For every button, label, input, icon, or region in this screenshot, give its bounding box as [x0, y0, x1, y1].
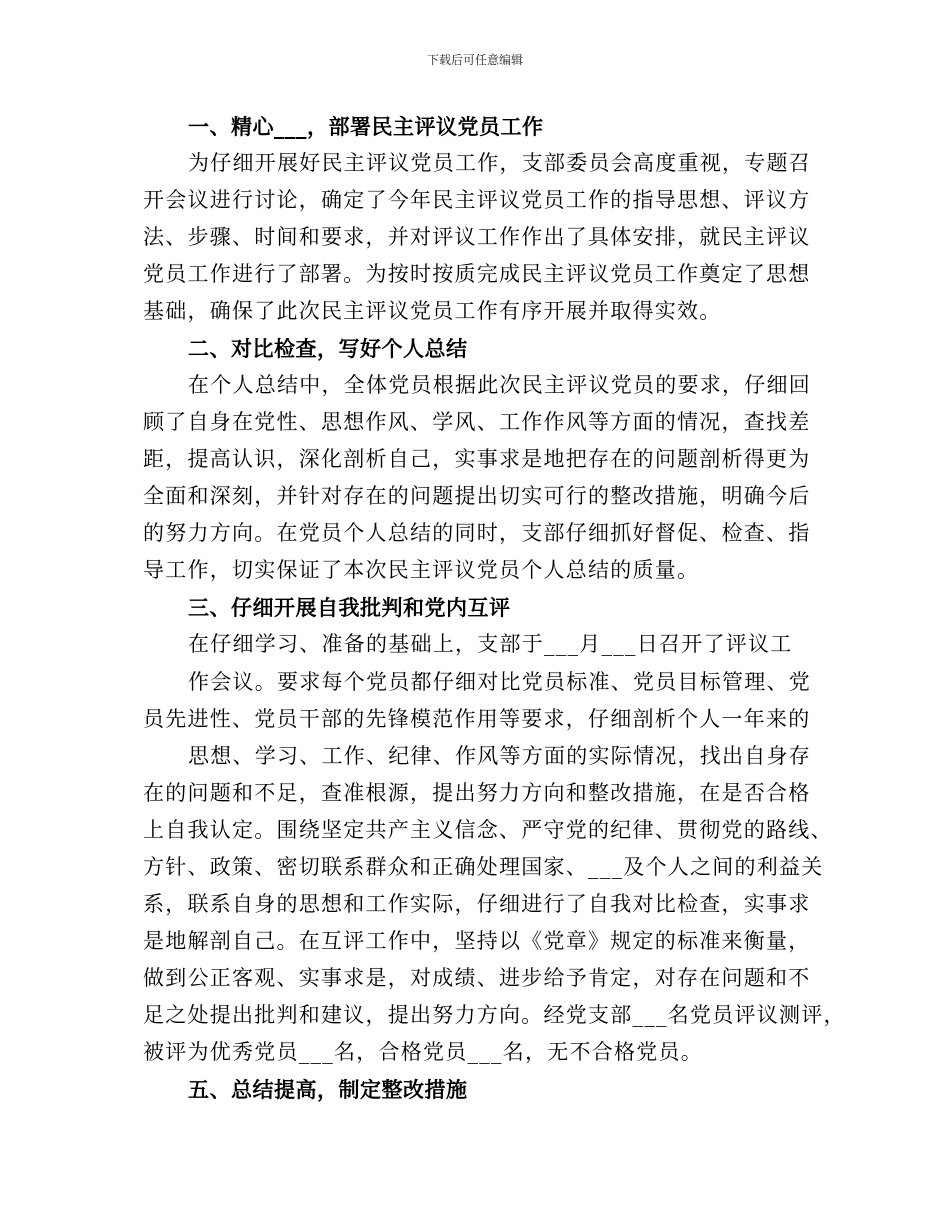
paragraph-line: 足之处提出批判和建议，提出努力方向。经党支部___名党员评议测评，: [143, 1003, 846, 1027]
paragraph-line: 被评为优秀党员___名，合格党员___名，无不合格党员。: [143, 1040, 703, 1064]
paragraph-line: 作会议。要求每个党员都仔细对比党员标准、党员目标管理、党: [188, 670, 811, 694]
paragraph-line: 是地解剖自己。在互评工作中，坚持以《党章》规定的标准来衡量，: [143, 929, 811, 953]
paragraph-line: 方针、政策、密切联系群众和正确处理国家、___及个人之间的利益关: [143, 855, 824, 879]
paragraph-line: 做到公正客观、实事求是，对成绩、进步给予肯定，对存在问题和不: [143, 966, 811, 990]
paragraph-line: 顾了自身在党性、思想作风、学风、工作作风等方面的情况，查找差: [143, 410, 811, 434]
paragraph-line: 系，联系自身的思想和工作实际，仔细进行了自我对比检查，实事求: [143, 892, 811, 916]
paragraph-line: 党员工作进行了部署。为按时按质完成民主评议党员工作奠定了思想: [143, 262, 811, 286]
paragraph-line: 导工作，切实保证了本次民主评议党员个人总结的质量。: [143, 558, 700, 582]
section-heading-1: 一、精心___，部署民主评议党员工作: [188, 114, 544, 139]
paragraph-line: 在个人总结中，全体党员根据此次民主评议党员的要求，仔细回: [188, 373, 811, 397]
paragraph-line: 上自我认定。围绕坚定共产主义信念、严守党的纪律、贯彻党的路线、: [143, 818, 833, 842]
paragraph-line: 全面和深刻，并针对存在的问题提出切实可行的整改措施，明确今后: [143, 484, 811, 508]
section-heading-3: 三、仔细开展自我批判和党内互评: [188, 595, 511, 620]
paragraph-line: 在的问题和不足，查准根源，提出努力方向和整改措施，在是否合格: [143, 781, 811, 805]
paragraph-line: 的努力方向。在党员个人总结的同时，支部仔细抓好督促、检查、指: [143, 521, 811, 545]
paragraph-line: 开会议进行讨论，确定了今年民主评议党员工作的指导思想、评议方: [143, 188, 811, 212]
paragraph-line: 基础，确保了此次民主评议党员工作有序开展并取得实效。: [143, 299, 722, 323]
page-header: 下载后可任意编辑: [426, 53, 523, 67]
paragraph-line: 在仔细学习、准备的基础上，支部于___月___日召开了评议工: [188, 632, 793, 656]
section-heading-2: 二、对比检查，写好个人总结: [188, 336, 468, 361]
paragraph-line: 员先进性、党员干部的先锋模范作用等要求，仔细剖析个人一年来的: [143, 707, 811, 731]
paragraph-line: 法、步骤、时间和要求，并对评议工作作出了具体安排，就民主评议: [143, 225, 811, 249]
section-heading-5: 五、总结提高，制定整改措施: [188, 1077, 468, 1102]
paragraph-line: 为仔细开展好民主评议党员工作，支部委员会高度重视，专题召: [188, 151, 811, 175]
paragraph-line: 距，提高认识，深化剖析自己，实事求是地把存在的问题剖析得更为: [143, 447, 811, 471]
paragraph-line: 思想、学习、工作、纪律、作风等方面的实际情况，找出自身存: [188, 744, 811, 768]
